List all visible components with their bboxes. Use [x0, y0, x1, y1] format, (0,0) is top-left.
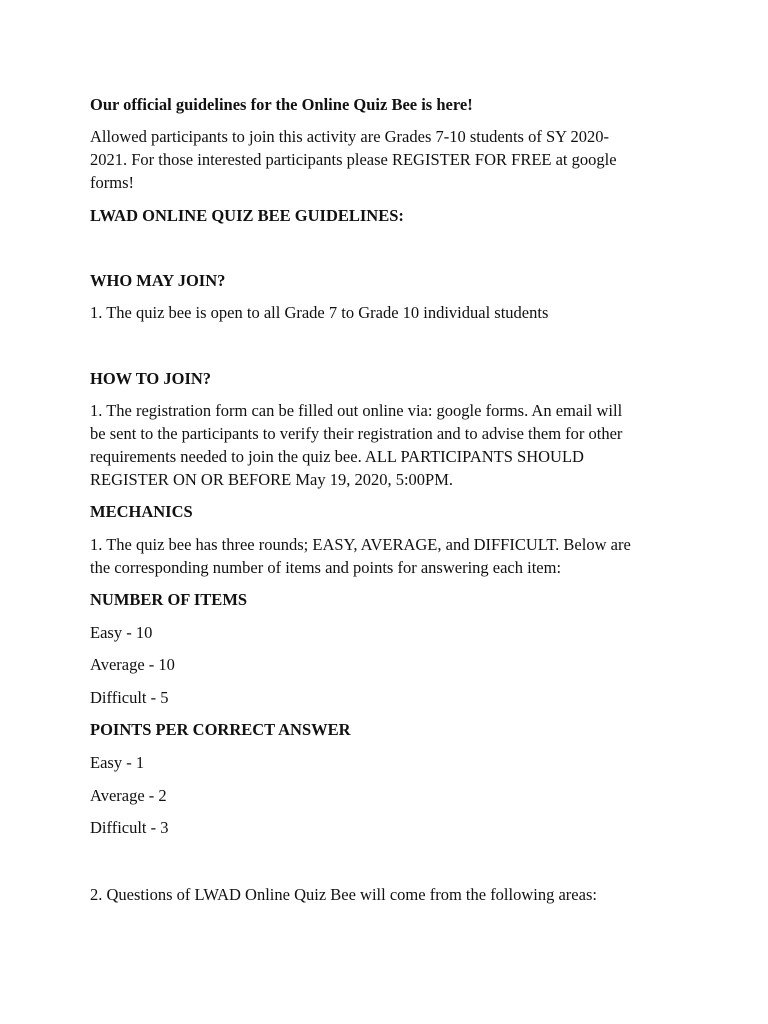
items-average: Average - 10: [90, 655, 175, 674]
questions-areas-line: 2. Questions of LWAD Online Quiz Bee will come from the following areas:: [90, 885, 597, 904]
how-to-join-line-2: be sent to the participants to verify their registration and to advise them for other: [90, 424, 623, 443]
items-difficult: Difficult - 5: [90, 688, 169, 707]
who-may-join-item: 1. The quiz bee is open to all Grade 7 to Grade 10 individual students: [90, 303, 549, 322]
mechanics-heading: MECHANICS: [90, 502, 193, 521]
intro-heading: Our official guidelines for the Online Quiz Bee is here!: [90, 95, 473, 114]
number-of-items-heading: NUMBER OF ITEMS: [90, 590, 248, 609]
mechanics-line-1: 1. The quiz bee has three rounds; EASY, AVERAGE, and DIFFICULT. Below are: [90, 535, 631, 554]
how-to-join-heading: HOW TO JOIN?: [90, 369, 212, 388]
guidelines-heading: LWAD ONLINE QUIZ BEE GUIDELINES:: [90, 206, 404, 225]
how-to-join-line-3: requirements needed to join the quiz bee. ALL PARTICIPANTS SHOULD: [90, 447, 584, 466]
intro-line-1: Allowed participants to join this activity are Grades 7-10 students of SY 2020-: [90, 127, 610, 146]
points-average: Average - 2: [90, 786, 167, 805]
points-easy: Easy - 1: [90, 753, 145, 772]
mechanics-line-2: the corresponding number of items and points for answering each item:: [90, 558, 562, 577]
points-heading: POINTS PER CORRECT ANSWER: [90, 720, 351, 739]
who-may-join-heading: WHO MAY JOIN?: [90, 271, 226, 290]
how-to-join-line-1: 1. The registration form can be filled out online via: google forms. An email will: [90, 401, 623, 420]
points-difficult: Difficult - 3: [90, 818, 169, 837]
intro-line-3: forms!: [90, 173, 134, 192]
items-easy: Easy - 10: [90, 623, 153, 642]
intro-line-2: 2021. For those interested participants please REGISTER FOR FREE at google: [90, 150, 617, 169]
how-to-join-line-4: REGISTER ON OR BEFORE May 19, 2020, 5:00PM.: [90, 470, 454, 489]
